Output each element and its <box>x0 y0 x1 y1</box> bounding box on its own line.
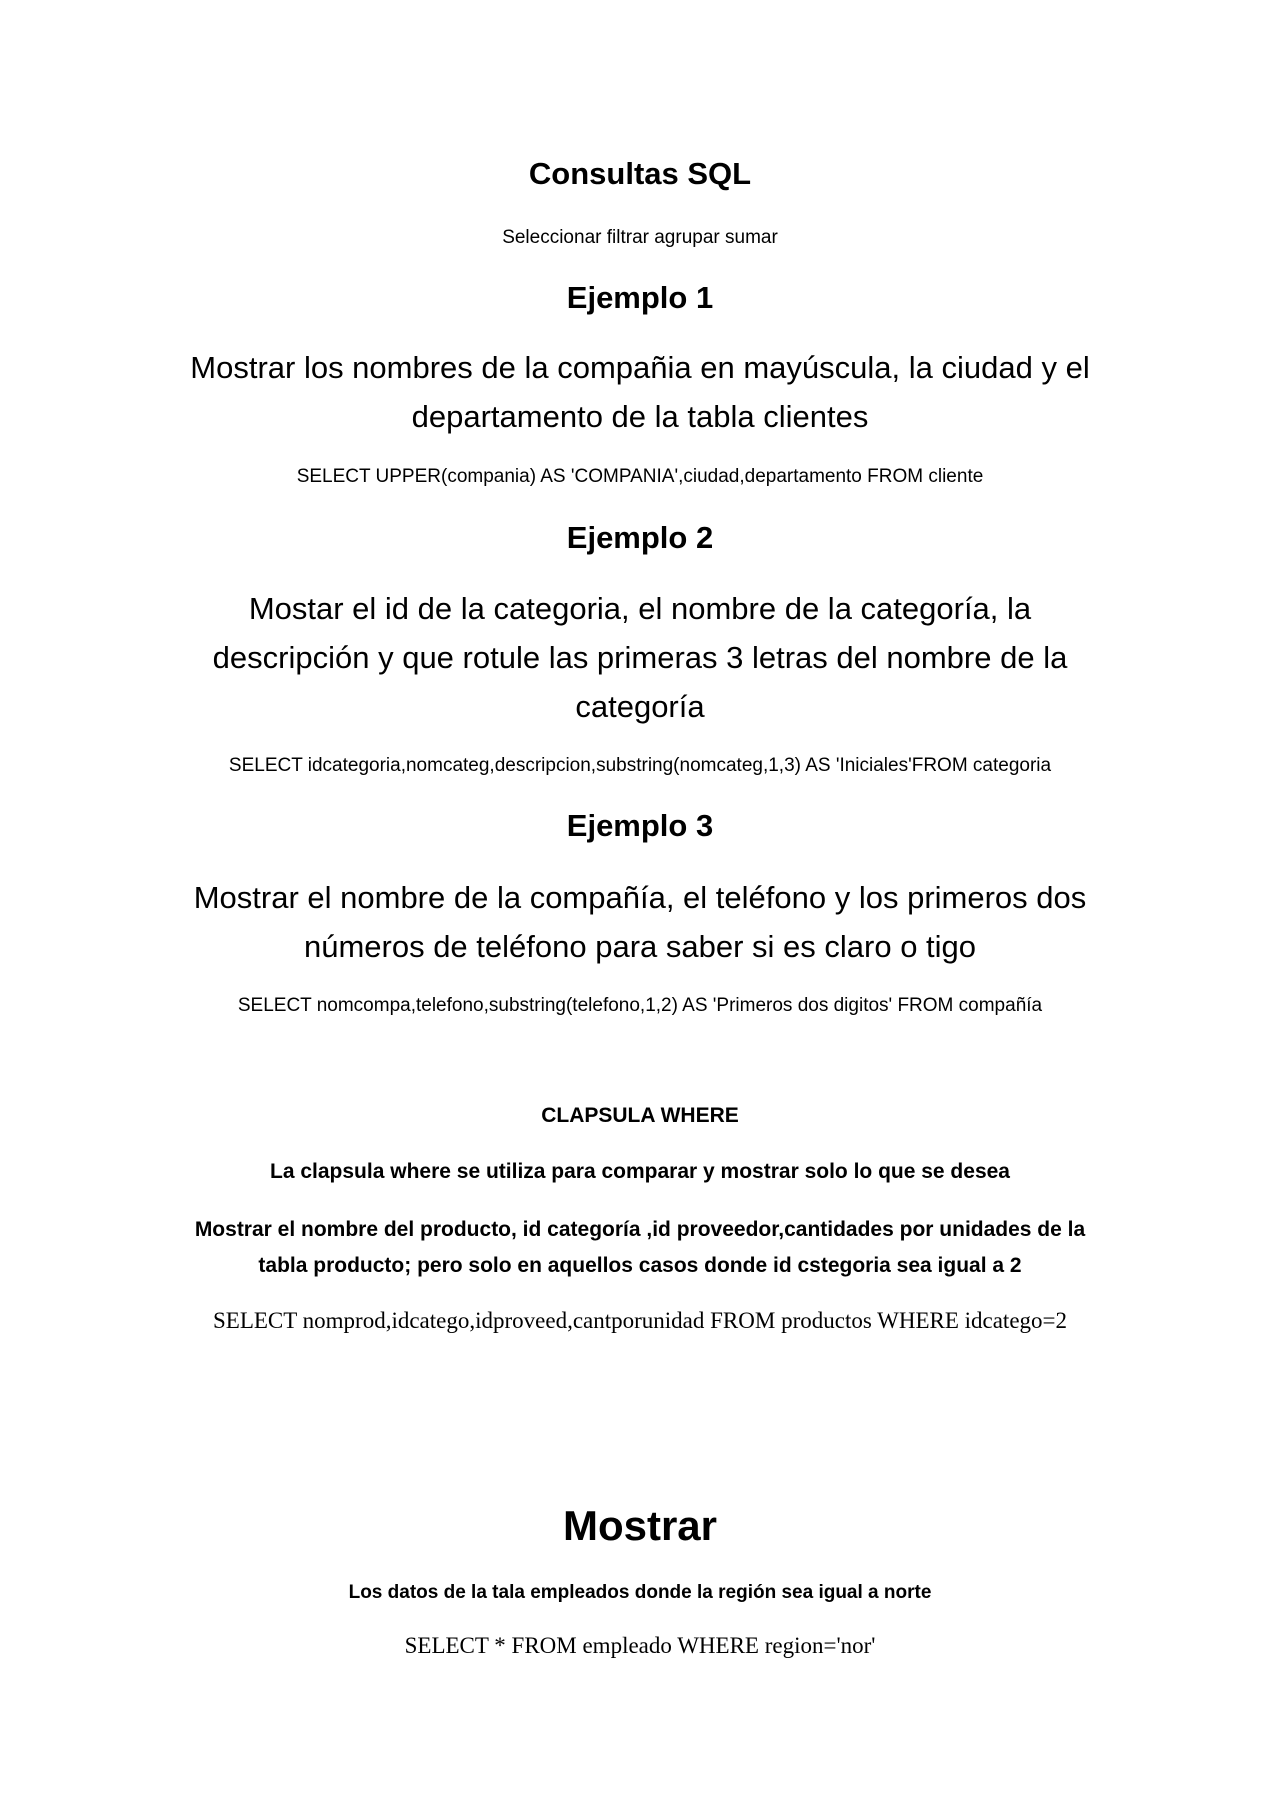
example-3-description: Mostrar el nombre de la compañía, el teléfono y los primeros dos números de teléfono para saber si es claro o tigo <box>193 880 1087 964</box>
mostrar-section-heading: Mostrar <box>562 1502 718 1549</box>
where-section-description: La clapsula where se utiliza para comparar y mostrar solo lo que se desea <box>270 1160 1010 1183</box>
example-1-sql: SELECT UPPER(compania) AS 'COMPANIA',ciudad,departamento FROM cliente <box>296 466 984 487</box>
where-section-task: Mostrar el nombre del producto, id categoría ,id proveedor,cantidades por unidades de la tabla producto; pero solo en aquellos casos donde id cstegoria sea igual a 2 <box>194 1218 1086 1277</box>
example-2-description: Mostar el id de la categoria, el nombre de la categoría, la descripción y que rotule las primeras 3 letras del nombre de la categoría <box>212 591 1068 724</box>
where-section-heading: CLAPSULA WHERE <box>541 1104 739 1127</box>
example-1-heading: Ejemplo 1 <box>566 280 714 315</box>
example-2-heading: Ejemplo 2 <box>566 520 714 555</box>
mostrar-section-description: Los datos de la tala empleados donde la región sea igual a norte <box>348 1582 932 1603</box>
document-subtitle: Seleccionar filtrar agrupar sumar <box>502 227 778 248</box>
example-2-sql: SELECT idcategoria,nomcateg,descripcion,substring(nomcateg,1,3) AS 'Iniciales'FROM categoria <box>228 755 1052 776</box>
document-title: Consultas SQL <box>528 156 752 191</box>
example-1-description: Mostrar los nombres de la compañia en mayúscula, la ciudad y el departamento de la tabla clientes <box>190 350 1090 434</box>
example-3-sql: SELECT nomcompa,telefono,substring(telefono,1,2) AS 'Primeros dos digitos' FROM compañía <box>237 995 1043 1016</box>
mostrar-section-sql: SELECT * FROM empleado WHERE region='nor' <box>404 1633 876 1658</box>
where-section-sql: SELECT nomprod,idcatego,idproveed,cantporunidad FROM productos WHERE idcatego=2 <box>212 1308 1068 1333</box>
example-3-heading: Ejemplo 3 <box>566 808 714 843</box>
